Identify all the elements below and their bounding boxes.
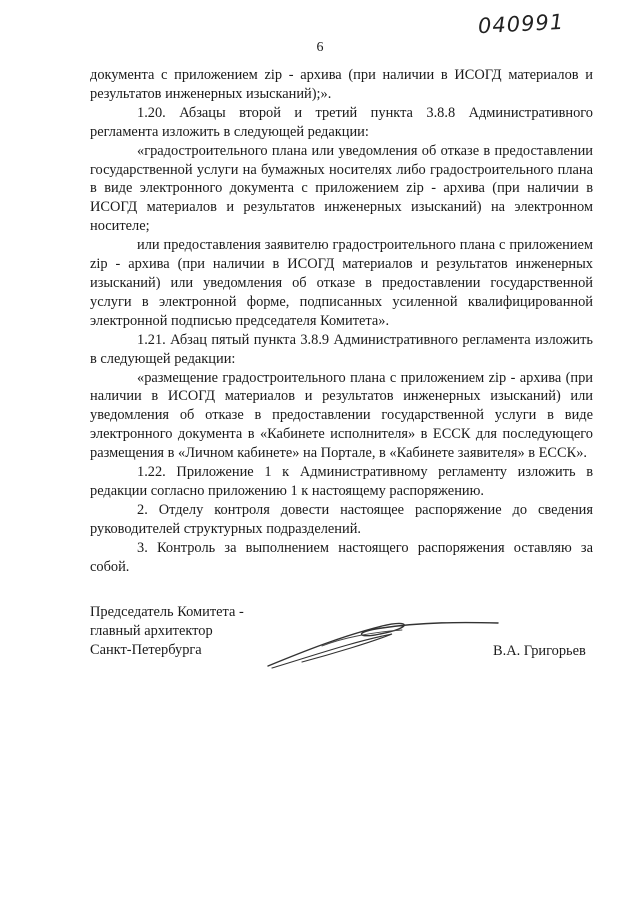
- paragraph-item-3: 3. Контроль за выполнением настоящего распоряжения оставляю за собой.: [90, 539, 593, 575]
- paragraph-quote-1-20-a: «градостроительного плана или уведомления об отказе в предоставлении государственной услуги на бумажных носителях либо градостроительного плана в виде электронного документа с приложением zip - архива (при наличии в ИСОГД материалов и результатов инженерных изысканий) на электронном носителе;: [90, 142, 593, 235]
- paragraph-continuation: документа с приложением zip - архива (при наличии в ИСОГД материалов и результатов инженерных изысканий);».: [90, 67, 593, 102]
- paragraph-item-1-20: 1.20. Абзацы второй и третий пункта 3.8.8 Административного регламента изложить в следующей редакции:: [90, 104, 593, 140]
- signatory-title-line: Санкт-Петербурга: [90, 641, 202, 658]
- document-registration-number: 040991: [477, 9, 565, 39]
- paragraph-item-1-22: 1.22. Приложение 1 к Административному регламенту изложить в редакции согласно приложению 1 к настоящему распоряжению.: [90, 464, 593, 499]
- signatory-title: [90, 603, 244, 660]
- paragraph-item-1-21: 1.21. Абзац пятый пункта 3.8.9 Административного регламента изложить в следующей редакции:: [90, 331, 593, 367]
- signatory-title-line: главный архитектор: [90, 622, 213, 639]
- paragraph-quote-1-20-b: или предоставления заявителю градостроительного плана с приложением zip - архива (при наличии в ИСОГД материалов и результатов инженерных изысканий) или уведомления об отказе в предоставлении государственной услуги в электронной форме, подписанных усиленной квалифицированной электронной подписью председателя Комитета».: [90, 237, 593, 329]
- handwritten-signature: [262, 612, 502, 672]
- signatory-title-line: Председатель Комитета -: [90, 604, 244, 620]
- paragraph-item-2: 2. Отделу контроля довести настоящее распоряжение до сведения руководителей структурных подразделений.: [90, 501, 593, 537]
- page-number: 6: [316, 40, 324, 55]
- paragraph-quote-1-21: «размещение градостроительного плана с приложением zip - архива (при наличии в ИСОГД материалов и результатов инженерных изысканий) или уведомления об отказе в предоставлении государственной услуги в виде электронного документа в «Кабинете исполнителя» в ЕССК для последующего размещения в «Личном кабинете» на Портале, в «Кабинете заявителя» в ЕССК».: [90, 369, 593, 462]
- document-body: [90, 66, 593, 576]
- signatory-name: В.А. Григорьев: [493, 643, 586, 659]
